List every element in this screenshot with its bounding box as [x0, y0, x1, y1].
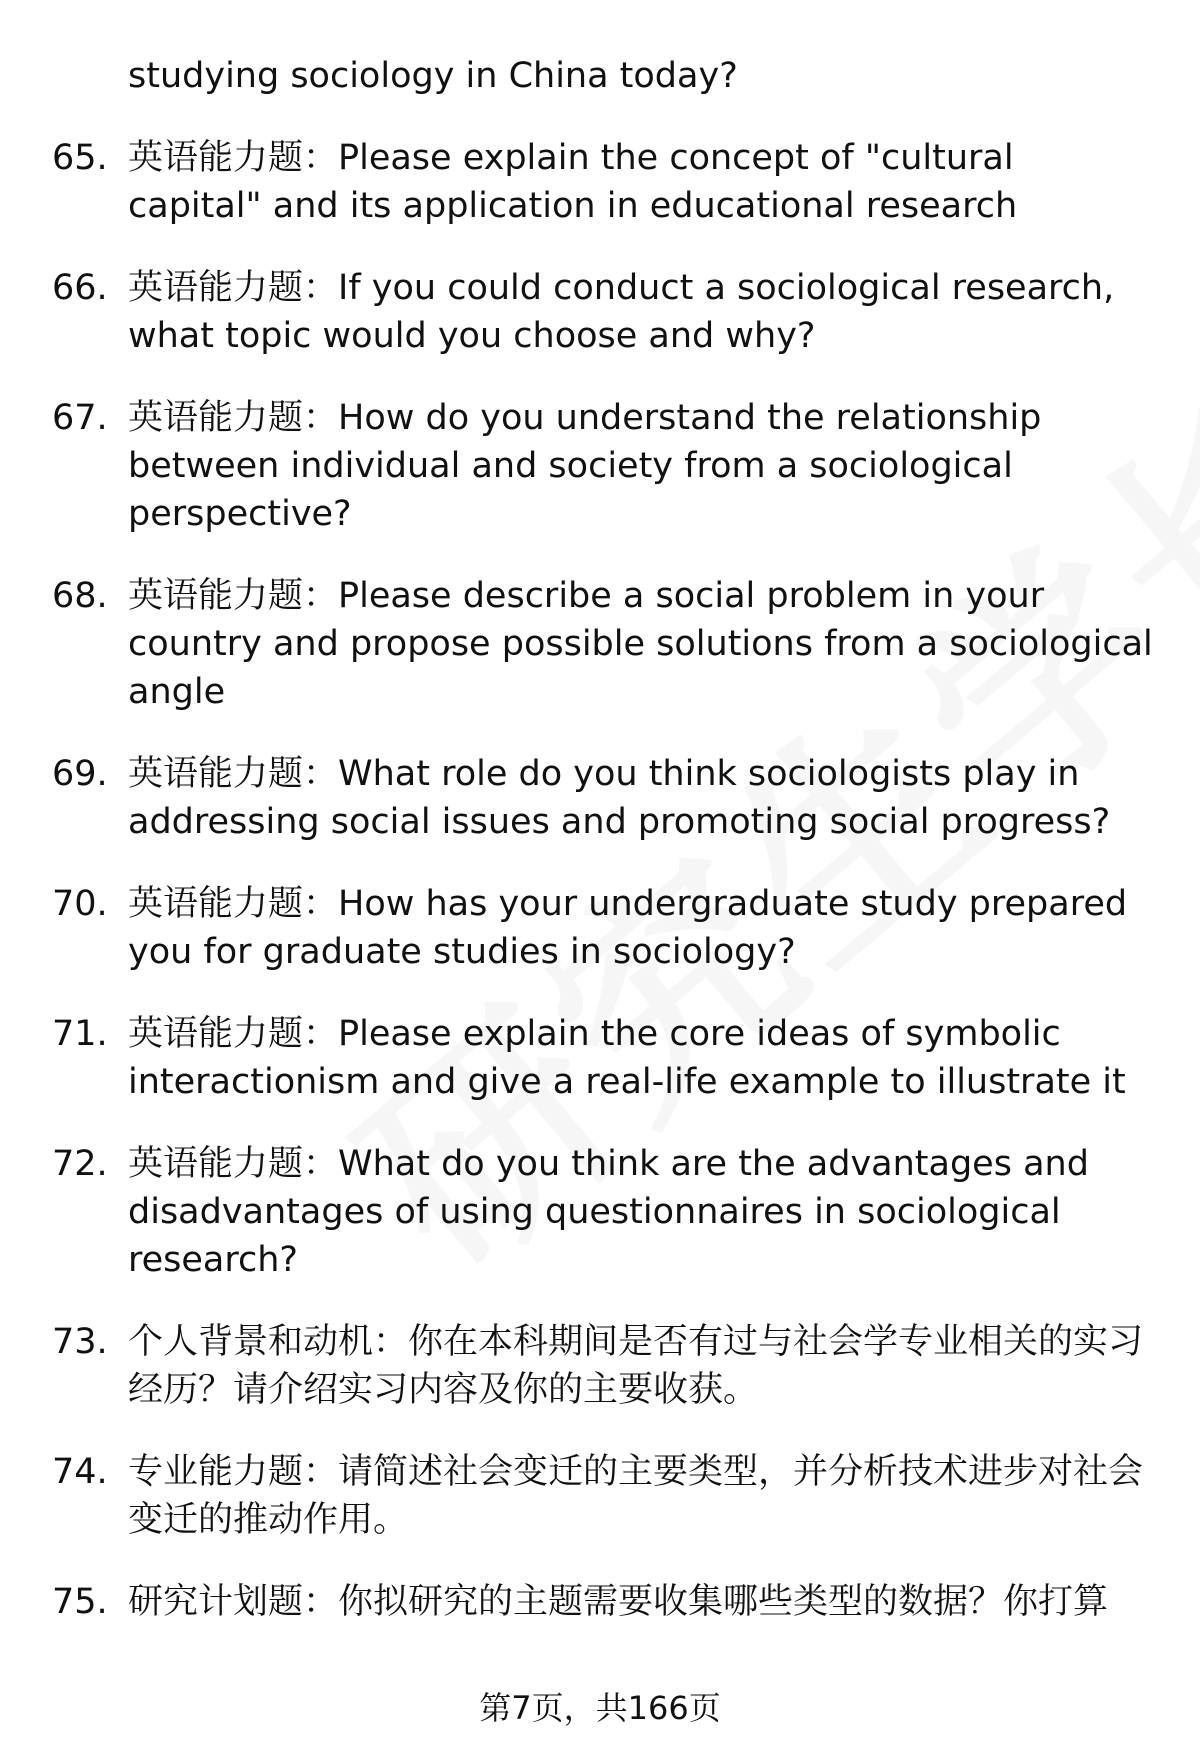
question-list: [0, 52, 1200, 1626]
list-item: [0, 572, 1200, 716]
item-text: 研究计划题：你拟研究的主题需要收集哪些类型的数据？你打算: [128, 1582, 1109, 1622]
item-text: 英语能力题：How has your undergraduate study prepared you for graduate studies in sociology?: [128, 884, 1128, 972]
item-text: 英语能力题：Please describe a social problem in your country and propose possible solutions from a sociological angle: [128, 576, 1153, 712]
item-text: 英语能力题：How do you understand the relationship between individual and society from a sociological perspective?: [128, 398, 1042, 534]
list-item: [0, 264, 1200, 360]
item-number: 71.: [52, 1014, 108, 1054]
list-item: [0, 880, 1200, 976]
list-item: [0, 1448, 1200, 1544]
item-number: 69.: [52, 754, 108, 794]
item-number: 67.: [52, 398, 108, 438]
item-text: 英语能力题：What role do you think sociologists play in addressing social issues and promoting social progress?: [128, 754, 1111, 842]
list-item: [0, 750, 1200, 846]
item-number: 73.: [52, 1322, 108, 1362]
list-item: [0, 134, 1200, 230]
item-number: 72.: [52, 1144, 108, 1184]
list-item: [0, 1318, 1200, 1414]
item-text: 个人背景和动机：你在本科期间是否有过与社会学专业相关的实习经历？请介绍实习内容及你的主要收获。: [128, 1322, 1144, 1410]
list-item: [0, 1010, 1200, 1106]
item-text: 英语能力题：If you could conduct a sociological research, what topic would you choose and why?: [128, 268, 1115, 356]
continued-text: studying sociology in China today?: [128, 56, 738, 96]
item-number: 74.: [52, 1452, 108, 1492]
item-number: 66.: [52, 268, 108, 308]
item-text: 专业能力题：请简述社会变迁的主要类型，并分析技术进步对社会变迁的推动作用。: [128, 1452, 1144, 1540]
item-text: 英语能力题：What do you think are the advantages and disadvantages of using questionnaires in sociological research?: [128, 1144, 1089, 1280]
list-item: [0, 394, 1200, 538]
list-item: [0, 1140, 1200, 1284]
item-number: 65.: [52, 138, 108, 178]
item-text: 英语能力题：Please explain the core ideas of symbolic interactionism and give a real-life example to illustrate it: [128, 1014, 1126, 1102]
item-number: 70.: [52, 884, 108, 924]
page-number-footer: 第7页，共166页: [479, 1689, 721, 1727]
item-text: 英语能力题：Please explain the concept of "cultural capital" and its application in educational research: [128, 138, 1018, 226]
item-number: 68.: [52, 576, 108, 616]
list-item: [0, 1578, 1200, 1626]
item-number: 75.: [52, 1582, 108, 1622]
